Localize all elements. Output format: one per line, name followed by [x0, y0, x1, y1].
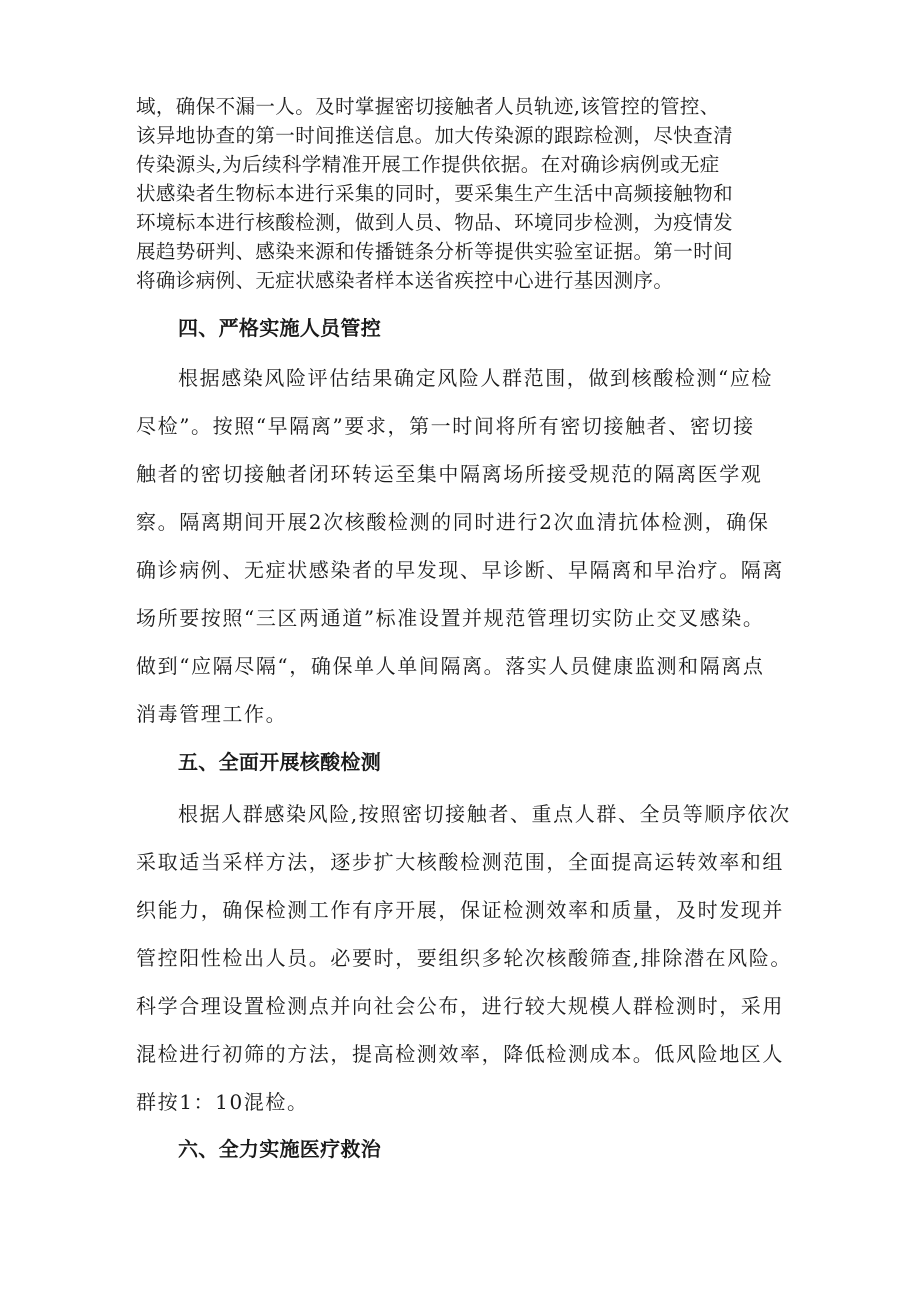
paragraph-line: 消毒管理工作。 — [136, 702, 288, 726]
paragraph-line: 将确诊病例、无症状感染者样本送省疾控中心进行基因测序。 — [136, 269, 674, 292]
section3-continued-paragraph — [136, 92, 796, 295]
paragraph-line: 察。隔离期间开展2次核酸检测的同时进行2次血清抗体检测，确保 — [136, 510, 770, 534]
section5-paragraph — [136, 790, 796, 1126]
section4-heading: 四、严格实施人员管控 — [178, 316, 381, 340]
paragraph-line: 环境标本进行核酸检测，做到人员、物品、环境同步检测，为疫情发 — [136, 211, 734, 234]
paragraph-line: 展趋势研判、感染来源和传播链条分析等提供实验室证据。第一时间 — [136, 240, 734, 263]
paragraph-line: 群按1：10混检。 — [136, 1090, 309, 1114]
paragraph-line: 混检进行初筛的方法，提高检测效率，降低检测成本。低风险地区人 — [136, 1042, 784, 1066]
paragraph-line: 状感染者生物标本进行采集的同时，要采集生产生活中高频接触物和 — [136, 182, 734, 205]
paragraph-line: 做到“应隔尽隔“，确保单人单间隔离。落实人员健康监测和隔离点 — [136, 654, 765, 678]
paragraph-line: 根据人群感染风险,按照密切接触者、重点人群、全员等顺序依次 — [178, 802, 791, 826]
paragraph-line: 传染源头,为后续科学精准开展工作提供依据。在对确诊病例或无症 — [136, 153, 720, 176]
paragraph-line: 场所要按照“三区两通道”标准设置并规范管理切实防止交叉感染。 — [136, 606, 765, 630]
paragraph-line: 确诊病例、无症状感染者的早发现、早诊断、早隔离和早治疗。隔离 — [136, 558, 784, 582]
paragraph-line: 域，确保不漏一人。及时掌握密切接触者人员轨迹,该管控的管控、 — [136, 95, 720, 118]
paragraph-line: 科学合理设置检测点并向社会公布，进行较大规模人群检测时，采用 — [136, 994, 784, 1018]
paragraph-line: 采取适当采样方法，逐步扩大核酸检测范围，全面提高运转效率和组 — [136, 850, 784, 874]
paragraph-line: 管控阳性检出人员。必要时，要组织多轮次核酸筛查,排除潜在风险。 — [136, 946, 792, 970]
section6-heading: 六、全力实施医疗救治 — [178, 1137, 381, 1161]
paragraph-line: 织能力，确保检测工作有序开展，保证检测效率和质量，及时发现并 — [136, 898, 784, 922]
paragraph-line: 根据感染风险评估结果确定风险人群范围，做到核酸检测“应检 — [178, 366, 774, 390]
paragraph-line: 触者的密切接触者闭环转运至集中隔离场所接受规范的隔离医学观 — [136, 462, 763, 486]
paragraph-line: 该异地协查的第一时间推送信息。加大传染源的跟踪检测，尽快查清 — [136, 124, 734, 147]
section4-paragraph — [136, 354, 796, 738]
section5-heading: 五、全面开展核酸检测 — [178, 750, 381, 774]
paragraph-line: 尽检”。按照“早隔离”要求，第一时间将所有密切接触者、密切接 — [136, 414, 755, 438]
